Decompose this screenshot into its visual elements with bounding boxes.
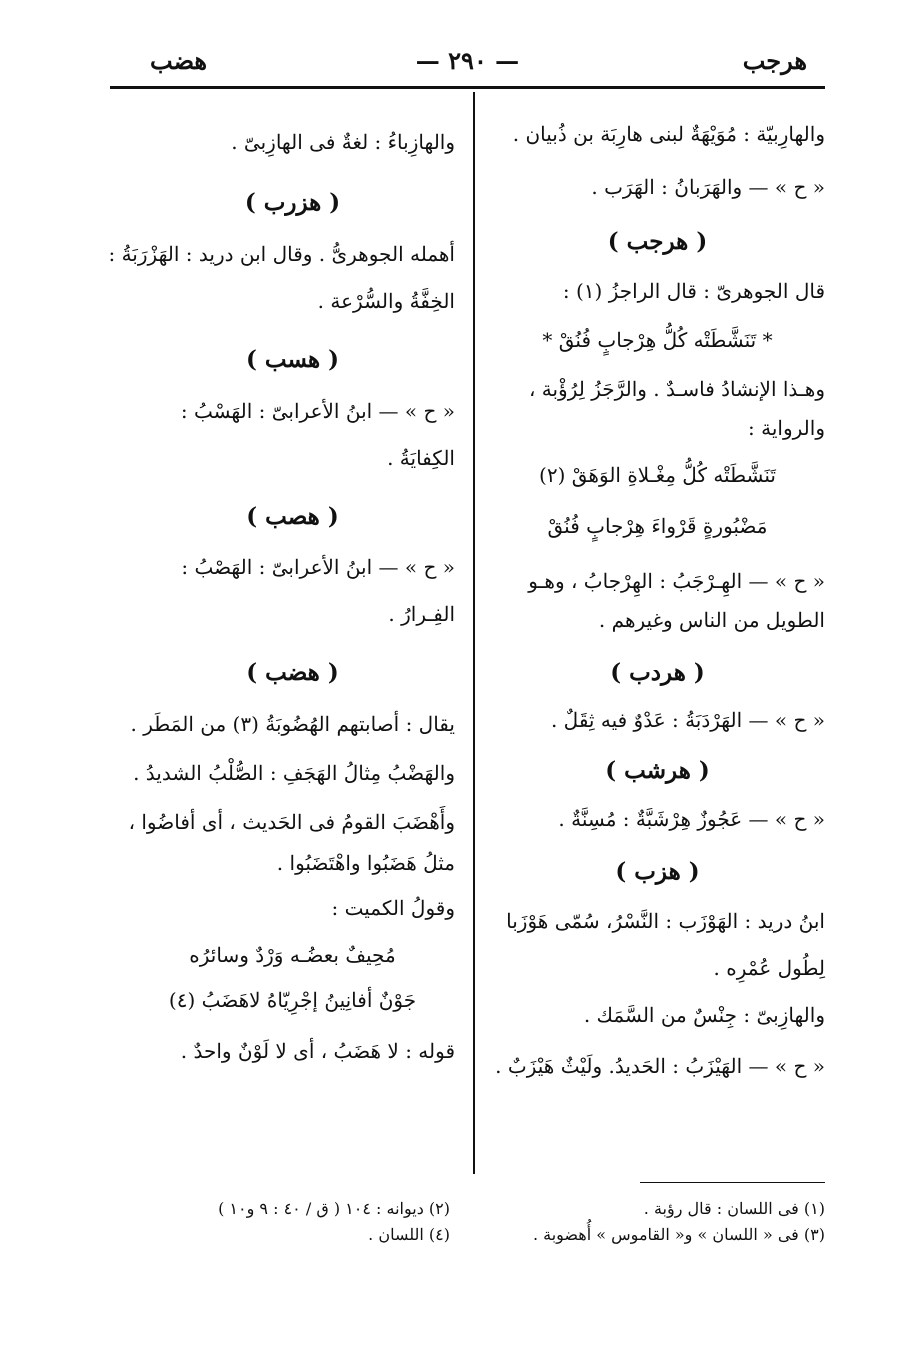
text-line: « ح » — الهِـرْجَبُ : الهِرْجابُ ، وهـو	[528, 568, 825, 593]
entry-heading: ( هزرب )	[244, 189, 341, 216]
verse-line: مُحِيفٌ بعضُـه وَرْدٌ وسائرُه	[189, 943, 396, 967]
text-line: أهمله الجوهرىُّ . وقال ابن دريد : الهَزْرَبَةُ :	[108, 241, 455, 266]
text-line: الفِـرارُ .	[388, 602, 455, 627]
text-line: « ح » — ابنُ الأعرابىّ : الهَسْبُ :	[180, 398, 455, 423]
text-line: والهازِباءُ : لغةٌ فى الهازِبىّ .	[231, 130, 455, 154]
verse-line: جَوْنٌ أفانِينُ إجْرِيّاهُ لاهَضَبُ (٤)	[168, 988, 417, 1012]
verse-line: * تَنَشَّطَتْه كُلُّ هِرْجابٍ فُنُقْ *	[542, 327, 773, 352]
text-line: وهـذا الإنشادُ فاسـدٌ . والرَّجَزُ لِرُؤْبة ،	[528, 376, 825, 401]
left-column	[108, 104, 455, 1064]
header-right-keyword: هرجب	[742, 46, 807, 75]
text-line: مثلُ هَضَبُوا واهْتَضَبُوا .	[276, 851, 455, 875]
text-line: « ح » — ابنُ الأعرابىّ : الهَصْبُ :	[181, 555, 455, 580]
footnotes-right	[480, 1196, 825, 1247]
text-line: الطويل من الناس وغيرهم .	[598, 607, 825, 632]
text-line: قوله : لا هَضَبُ ، أى لا لَوْنٌ واحدٌ .	[180, 1039, 455, 1063]
text-line: الكِفايَةُ .	[387, 445, 455, 470]
text-line: ابنُ دريد : الهَوْزَب : النَّسْرُ، سُمّى هَوْزَبا	[506, 909, 825, 933]
column-divider	[473, 92, 475, 1174]
text-line: والهازِبىّ : جِنْسٌ من السَّمَك .	[583, 1003, 825, 1027]
entry-heading: ( هزب )	[615, 858, 700, 886]
footnotes-left	[130, 1196, 450, 1247]
text-line: « ح » — والهَرَبانُ : الهَرَب .	[591, 175, 825, 199]
text-line: والهارِبيّة : مُوَيْهَةٌ لبنى هارِبَة بن ذُبيان .	[512, 122, 825, 146]
text-line: والرواية :	[748, 415, 825, 440]
footnote-rule	[640, 1182, 825, 1183]
text-line: يقال : أصابتهم الهُضُوبَةُ (٣) من المَطَر .	[130, 712, 455, 736]
verse-line: تَنَشَّطَتْه كُلُّ مِغْـلاةِ الوَهَقْ (٢)	[539, 462, 776, 487]
text-line: قال الجوهرىّ : قال الراجزُ (١) :	[562, 278, 825, 303]
entry-heading: ( هضب )	[246, 659, 339, 687]
entry-heading: ( هسب )	[245, 345, 339, 373]
entry-heading: ( هرجب )	[607, 228, 708, 255]
text-line: والهَضْبُ مِثالُ الهَجَفِ : الصُّلْبُ الشديدُ .	[133, 761, 455, 785]
text-line: لِطُول عُمْرِه .	[713, 956, 825, 980]
footnote: (١) فى اللسان : قال رؤبة .	[643, 1199, 825, 1218]
footnote: (٢) ديوانه : ١٠٤ ( ق / ٤٠ : ٩ و١٠ )	[218, 1199, 450, 1218]
right-column	[490, 104, 825, 1079]
footnote: (٣) فى « اللسان » و« القاموس » أُهضوبة .	[532, 1224, 825, 1244]
page-number: — ٢٩٠ —	[415, 46, 520, 75]
text-line: « ح » — الهَرْدَبَةُ : عَدْوٌ فيه ثِقَلٌ .	[550, 707, 825, 732]
entry-heading: ( هردب )	[610, 658, 705, 686]
text-line: الخِفَّةُ والسُّرْعة .	[317, 288, 455, 313]
text-line: « ح » — الهَيْزَبُ : الحَديدُ. ولَيْثٌ هَيْزَبٌ .	[495, 1054, 825, 1078]
entry-heading: ( هصب )	[246, 502, 339, 530]
text-line: وقولُ الكميت :	[331, 896, 455, 920]
text-line: « ح » — عَجُوزٌ هِرْشَبَّةٌ : مُسِنَّةٌ .	[558, 807, 825, 832]
header-left-keyword: هضب	[150, 46, 208, 75]
footnote: (٤) اللسان .	[368, 1224, 450, 1244]
verse-line: مَضْبُورةٍ قَرْواءَ هِرْجابٍ فُنُقْ	[547, 513, 768, 538]
page-header	[110, 40, 825, 84]
text-line: وأَهْضَبَ القومُ فى الحَديث ، أى أفاضُوا ،	[128, 810, 455, 834]
header-rule	[110, 86, 825, 89]
entry-heading: ( هرشب )	[605, 756, 710, 784]
